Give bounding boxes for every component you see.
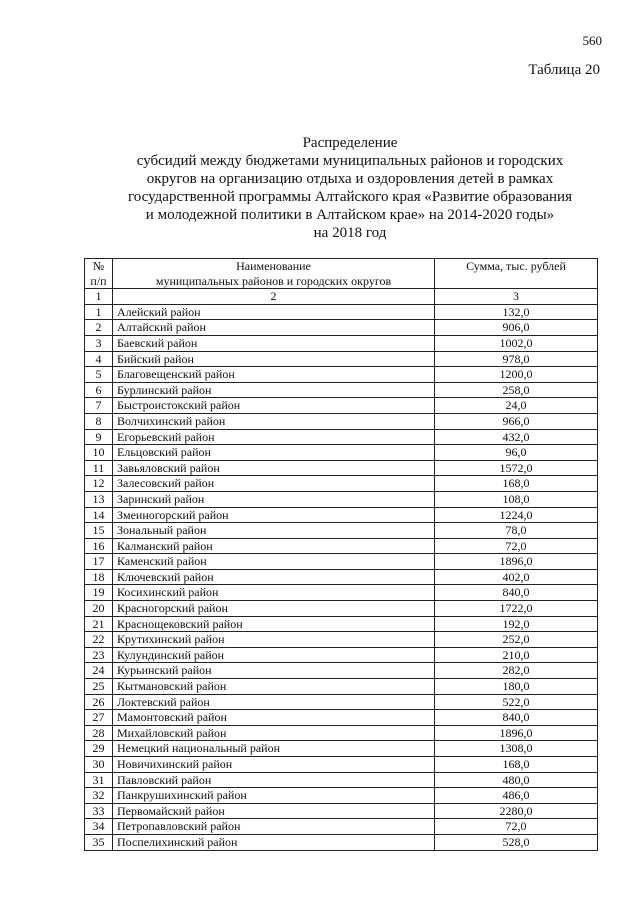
row-sum: 480,0 [435,772,598,788]
header-number-line1: № [92,259,105,273]
table-row [85,507,598,523]
table-row [85,351,598,367]
title-line: субсидий между бюджетами муниципальных районов и городских [136,153,564,169]
row-sum: 180,0 [435,679,598,695]
row-sum: 168,0 [435,757,598,773]
row-number: 4 [85,351,113,367]
row-number: 21 [85,616,113,632]
table-row [85,834,598,850]
header-sum: Сумма, тыс. рублей [435,259,598,289]
table-row [85,429,598,445]
row-name: Кулундинский район [113,647,435,663]
column-index-row [85,289,598,305]
row-number: 20 [85,601,113,617]
row-number: 32 [85,788,113,804]
row-name: Первомайский район [113,803,435,819]
table-row [85,757,598,773]
row-number: 8 [85,413,113,429]
table-row [85,445,598,461]
row-number: 29 [85,741,113,757]
header-number [85,259,113,289]
table-row [85,491,598,507]
row-sum: 528,0 [435,834,598,850]
row-sum: 258,0 [435,382,598,398]
title-line: и молодежной политики в Алтайском крае» на 2014-2020 годы» [145,207,555,223]
row-number: 35 [85,834,113,850]
row-name: Немецкий национальный район [113,741,435,757]
row-sum: 1896,0 [435,554,598,570]
table-row [85,663,598,679]
row-number: 24 [85,663,113,679]
row-number: 16 [85,538,113,554]
row-number: 6 [85,382,113,398]
table-body [85,304,598,850]
table-row [85,601,598,617]
table-row [85,725,598,741]
row-sum: 1896,0 [435,725,598,741]
row-name: Михайловский район [113,725,435,741]
row-name: Благовещенский район [113,367,435,383]
page-number: 560 [582,33,602,48]
table-row [85,335,598,351]
row-name: Панкрушихинский район [113,788,435,804]
row-sum: 96,0 [435,445,598,461]
table-header-row [85,259,598,289]
row-name: Петропавловский район [113,819,435,835]
row-number: 19 [85,585,113,601]
row-name: Быстроистокский район [113,398,435,414]
column-index: 1 [85,289,113,305]
row-name: Крутихинский район [113,632,435,648]
row-sum: 1002,0 [435,335,598,351]
row-sum: 132,0 [435,304,598,320]
row-name: Бийский район [113,351,435,367]
row-number: 2 [85,320,113,336]
row-sum: 966,0 [435,413,598,429]
row-sum: 192,0 [435,616,598,632]
row-name: Бурлинский район [113,382,435,398]
table-row [85,694,598,710]
row-sum: 1200,0 [435,367,598,383]
header-name-line1: Наименование [236,259,311,273]
row-name: Кытмановский район [113,679,435,695]
table-row [85,476,598,492]
table-row [85,413,598,429]
document-title [80,134,620,242]
row-name: Заринский район [113,491,435,507]
header-name [113,259,435,289]
row-sum: 486,0 [435,788,598,804]
table-row [85,585,598,601]
row-number: 13 [85,491,113,507]
row-sum: 72,0 [435,819,598,835]
table-row [85,367,598,383]
table-row [85,398,598,414]
row-sum: 282,0 [435,663,598,679]
row-name: Калманский район [113,538,435,554]
row-sum: 72,0 [435,538,598,554]
row-name: Мамонтовский район [113,710,435,726]
row-name: Завьяловский район [113,460,435,476]
row-name: Змеиногорский район [113,507,435,523]
column-index: 3 [435,289,598,305]
row-number: 33 [85,803,113,819]
row-number: 10 [85,445,113,461]
distribution-table [84,258,598,851]
row-name: Курьинский район [113,663,435,679]
table-row [85,523,598,539]
table-row [85,632,598,648]
row-sum: 24,0 [435,398,598,414]
row-number: 11 [85,460,113,476]
row-sum: 252,0 [435,632,598,648]
row-name: Каменский район [113,554,435,570]
table-row [85,538,598,554]
row-name: Баевский район [113,335,435,351]
row-number: 3 [85,335,113,351]
row-number: 30 [85,757,113,773]
row-sum: 168,0 [435,476,598,492]
row-sum: 78,0 [435,523,598,539]
row-name: Косихинский район [113,585,435,601]
row-number: 12 [85,476,113,492]
row-name: Зональный район [113,523,435,539]
header-number-line2: п/п [90,273,107,288]
table-row [85,554,598,570]
row-name: Поспелихинский район [113,834,435,850]
row-name: Ельцовский район [113,445,435,461]
row-sum: 402,0 [435,569,598,585]
row-sum: 210,0 [435,647,598,663]
table-row [85,616,598,632]
row-number: 17 [85,554,113,570]
row-number: 5 [85,367,113,383]
row-name: Залесовский район [113,476,435,492]
row-name: Алтайский район [113,320,435,336]
title-line: государственной программы Алтайского края «Развитие образования [127,189,572,205]
row-sum: 1308,0 [435,741,598,757]
title-line: на 2018 год [313,225,387,241]
row-number: 31 [85,772,113,788]
row-number: 23 [85,647,113,663]
table-row [85,382,598,398]
row-number: 18 [85,569,113,585]
table-row [85,710,598,726]
row-number: 22 [85,632,113,648]
row-sum: 522,0 [435,694,598,710]
table-row [85,788,598,804]
table-row [85,741,598,757]
row-name: Локтевский район [113,694,435,710]
row-number: 26 [85,694,113,710]
row-sum: 906,0 [435,320,598,336]
row-number: 28 [85,725,113,741]
table-row [85,320,598,336]
row-name: Волчихинский район [113,413,435,429]
row-sum: 2280,0 [435,803,598,819]
title-line: Распределение [302,135,398,151]
title-line: округов на организацию отдыха и оздоровления детей в рамках [146,171,554,187]
row-name: Красногорский район [113,601,435,617]
table-row [85,304,598,320]
row-number: 7 [85,398,113,414]
row-number: 34 [85,819,113,835]
table-row [85,647,598,663]
row-sum: 840,0 [435,710,598,726]
row-sum: 432,0 [435,429,598,445]
row-number: 15 [85,523,113,539]
row-number: 14 [85,507,113,523]
table-row [85,679,598,695]
row-name: Новичихинский район [113,757,435,773]
table-row [85,819,598,835]
row-sum: 108,0 [435,491,598,507]
table-row [85,460,598,476]
row-number: 25 [85,679,113,695]
row-name: Егорьевский район [113,429,435,445]
column-index: 2 [113,289,435,305]
table-row [85,803,598,819]
table-label: Таблица 20 [528,62,600,78]
header-name-line2: муниципальных районов и городских округов [155,273,392,288]
row-name: Алейский район [113,304,435,320]
row-number: 9 [85,429,113,445]
table-row [85,772,598,788]
row-name: Павловский район [113,772,435,788]
row-sum: 1224,0 [435,507,598,523]
row-number: 27 [85,710,113,726]
row-name: Краснощековский район [113,616,435,632]
table-row [85,569,598,585]
row-sum: 1572,0 [435,460,598,476]
row-number: 1 [85,304,113,320]
row-sum: 978,0 [435,351,598,367]
row-sum: 1722,0 [435,601,598,617]
row-name: Ключевский район [113,569,435,585]
row-sum: 840,0 [435,585,598,601]
